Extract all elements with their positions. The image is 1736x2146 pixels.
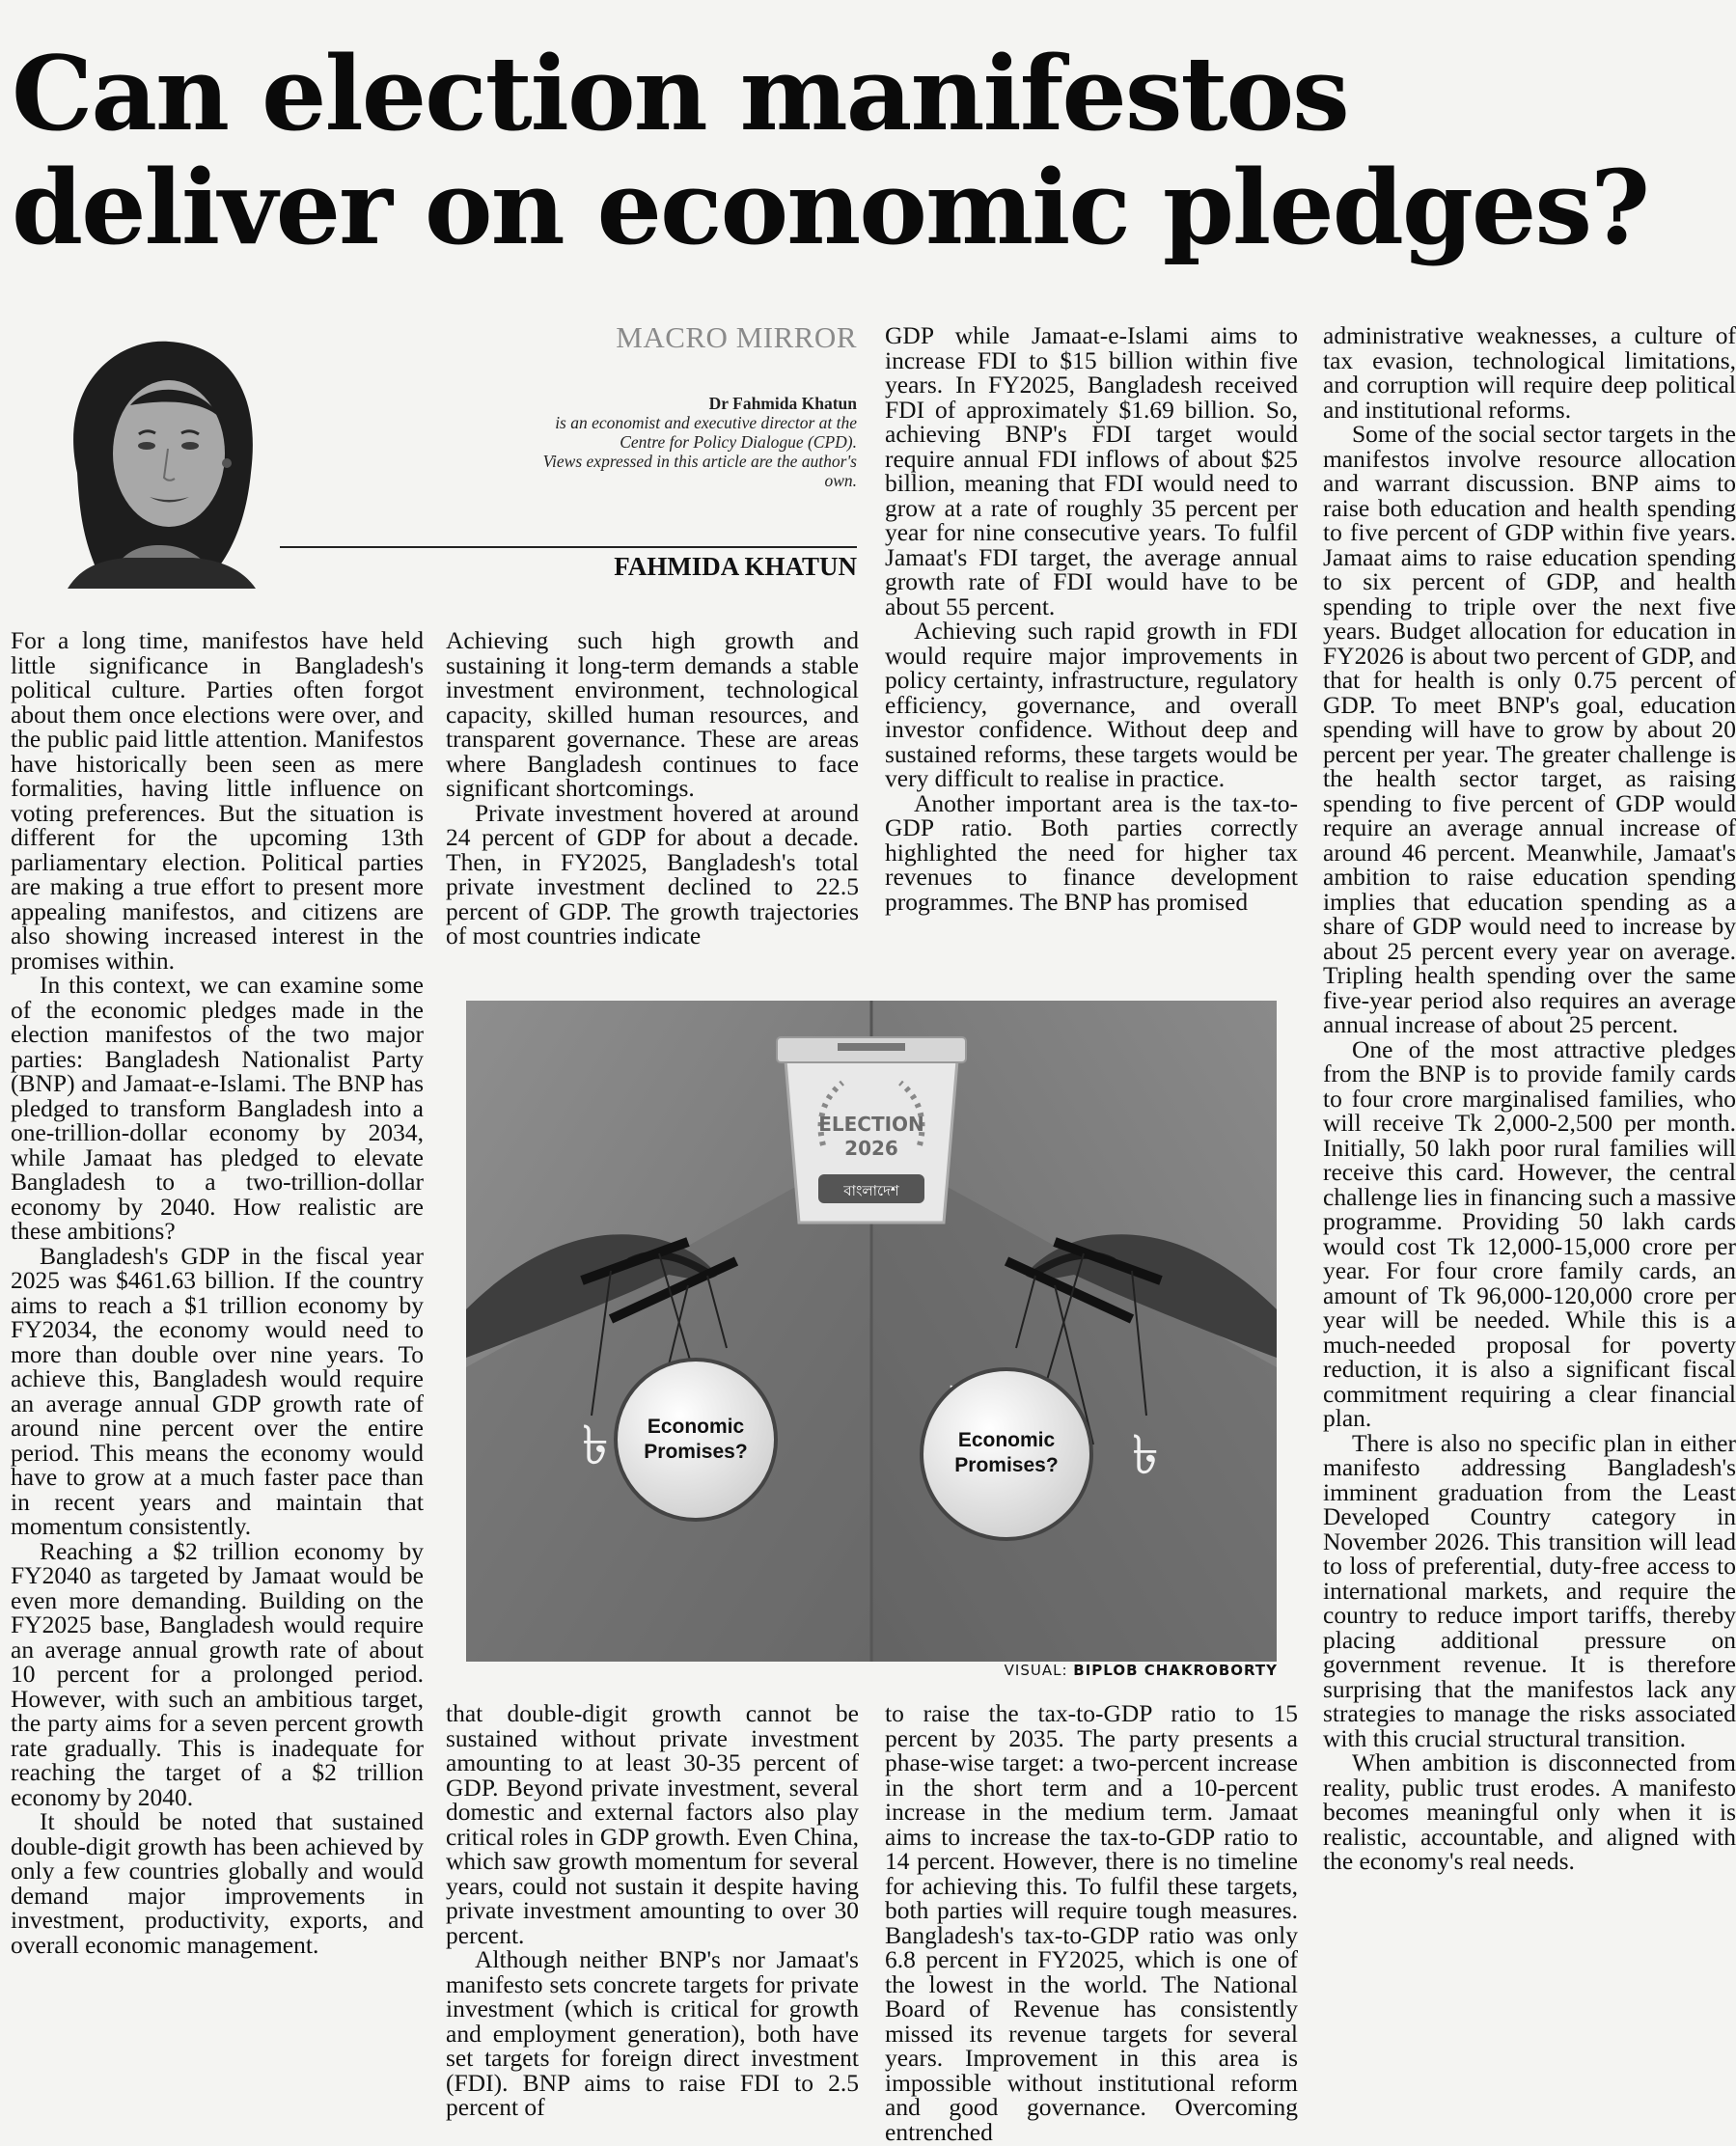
ballot-box-icon: [777, 1037, 966, 1223]
credit-name: BIPLOB CHAKROBORTY: [1073, 1662, 1278, 1679]
byline: FAHMIDA KHATUN: [614, 552, 857, 581]
bubble-left-line-1: Economic: [647, 1416, 745, 1438]
paragraph: GDP while Jamaat-e-Islami aims to increase FDI to $15 billion within five years. In FY2025, Bangladesh received FDI of approximately $1.69 billion. So, achieving BNP's FDI target would require annual FDI inflows of about $25 billion, meaning that FDI would need to grow at a rate of roughly 35 percent per year for nine consecutive years. To fulfil Jamaat's FDI target, the average annual growth rate of FDI would have to be about 55 percent.: [885, 321, 1298, 620]
ballot-box-label-2: 2026: [844, 1137, 898, 1160]
article-column-2-bottom: [446, 1701, 859, 2120]
bubble-right-line-2: Promises?: [954, 1454, 1059, 1476]
paragraph: Although neither BNP's nor Jamaat's manifesto sets concrete targets for private investment (which is critical for growth and employment generation), both have set targets for foreign direct investment (FDI). BNP aims to raise FDI to 2.5 percent of: [446, 1945, 859, 2121]
paragraph: that double-digit growth cannot be sustained without private investment amounting to at least 30-35 percent of GDP. Beyond private investment, several domestic and external factors also play critical roles in GDP growth. Even China, which saw growth momentum for several years, could not sustain it despite having private investment amounting to over 30 percent.: [446, 1699, 859, 1949]
paragraph: Achieving such rapid growth in FDI would require major improvements in policy certainty, infrastructure, regulatory efficiency, governance, and overall investor confidence. Without deep and sustained reforms, these targets would be very difficult to realise in practice.: [885, 617, 1298, 792]
election-illustration: [466, 1001, 1277, 1662]
paragraph: There is also no specific plan in either manifesto addressing Bangladesh's imminent graduation from the Least Developed Country category in November 2026. This transition will lead to loss of preferential, duty-free access to international markets, and require the country to reduce import tariffs, thereby placing additional pressure on government revenue. It is therefore surprising that the manifestos lack any strategies to manage the risks associated with this crucial structural transition.: [1323, 1428, 1736, 1752]
author-name: Dr Fahmida Khatun: [708, 394, 857, 413]
author-bio-line-4: own.: [824, 471, 857, 490]
author-bio-line-2: Centre for Policy Dialogue (CPD).: [620, 432, 857, 452]
article-column-4: [1323, 323, 1736, 1874]
paragraph: When ambition is disconnected from reality, public trust erodes. A manifesto becomes meaningful only when it is realistic, accountable, and aligned with the economy's real needs.: [1323, 1748, 1736, 1875]
ballot-box-ribbon: বাংলাদেশ: [843, 1182, 899, 1199]
paragraph: One of the most attractive pledges from the BNP is to provide family cards to four crore marginalised families, who will receive Tk 2,000-2,500 per month. Initially, 50 lakh poor rural families will receive this card. However, the central challenge lies in financing such a massive programme. Providing 50 lakh cards would cost Tk 12,000-15,000 crore per year. For four crore family cards, an amount of Tk 96,000-120,000 crore per year will be needed. While this is a much-needed proposal for poverty reduction, it is also a significant fiscal commitment requiring a clear financial plan.: [1323, 1034, 1736, 1432]
article-column-1: [11, 628, 424, 1957]
paragraph: In this context, we can examine some of the economic pledges made in the election manifestos of the two major parties: Bangladesh Nationalist Party (BNP) and Jamaat-e-Islami. The BNP has pledged to transform Bangladesh into a one-trillion-dollar economy by 2034, while Jamaat has pledged to elevate Bangladesh to a two-trillion-dollar economy by 2040. How realistic are these ambitions?: [11, 971, 424, 1245]
author-bio-line-3: Views expressed in this article are the author's: [542, 452, 857, 471]
article-column-3-top: [885, 323, 1298, 914]
headline-line-2: deliver on economic pledges?: [12, 147, 1649, 267]
paragraph: Some of the social sector targets in the manifestos involve resource allocation and warrant discussion. BNP aims to raise both education and health spending to five percent of GDP within five years. Jamaat aims to raise education spending to six percent of GDP, and health spending to triple over the next five years. Budget allocation for education in FY2026 is about two percent of GDP, and that for health is only 0.75 percent of GDP. To meet BNP's goal, education spending will have to grow by about 20 percent per year. The greater challenge is the health sector target, as raising spending to five percent of GDP would require an average annual increase of around 46 percent. Meanwhile, Jamaat's ambition to raise education spending implies that education spending as a share of GDP would need to increase by about 25 percent every year on average. Tripling health spending over the same five-year period also requires an average annual increase of about 25 percent.: [1323, 420, 1736, 1038]
paragraph: Private investment hovered at around 24 percent of GDP for about a decade. Then, in FY2025, Bangladesh's total private investment declined to 22.5 percent of GDP. The growth trajectories of most countries indicate: [446, 798, 859, 949]
column-rubric: MACRO MIRROR: [616, 320, 857, 354]
paragraph: Achieving such high growth and sustaining it long-term demands a stable investment environment, technological capacity, skilled human resources, and transparent governance. These are areas where Bangladesh continues to face significant shortcomings.: [446, 626, 859, 802]
byline-rule: [280, 546, 857, 548]
paragraph: administrative weaknesses, a culture of tax evasion, technological limitations, and corruption will require deep political and institutional reforms.: [1323, 321, 1736, 424]
paragraph: It should be noted that sustained double-digit growth has been achieved by only a few countries globally and would demand major improvements in investment, productivity, exports, and overall economic management.: [11, 1807, 424, 1959]
bubble-left-line-2: Promises?: [644, 1441, 748, 1463]
taka-symbol-icon: ৳: [1132, 1424, 1159, 1487]
author-bio-line-1: is an economist and executive director at the: [555, 413, 857, 432]
paragraph: to raise the tax-to-GDP ratio to 15 percent by 2035. The party presents a phase-wise target: a two-percent increase in the short term and a 10-percent increase in the medium term. Jamaat aims to increase the tax-to-GDP ratio to 14 percent. However, there is no timeline for achieving this. To fulfil these targets, both parties will require tough measures. Bangladesh's tax-to-GDP ratio was only 6.8 percent in FY2025, which is one of the lowest in the world. The National Board of Revenue has consistently missed its revenue targets for several years. Improvement in this area is impossible without institutional reform and good governance. Overcoming entrenched: [885, 1699, 1298, 2146]
article-column-3-bottom: [885, 1701, 1298, 2144]
ballot-box-label-1: ELECTION: [818, 1113, 924, 1136]
promise-bubble-left: [616, 1360, 776, 1520]
promise-bubble-right: [922, 1369, 1091, 1539]
headline-line-1: Can election manifestos: [12, 33, 1348, 153]
article-headline: [12, 33, 1720, 267]
bubble-right-line-1: Economic: [957, 1429, 1056, 1451]
credit-prefix: VISUAL:: [1004, 1662, 1068, 1679]
paragraph: Reaching a $2 trillion economy by FY2040 as targeted by Jamaat would be even more demanding. Building on the FY2025 base, Bangladesh would require an average annual growth rate of about 10 percent for a prolonged period. However, with such an ambitious target, the party aims for a seven percent growth rate gradually. This is inadequate for reaching the target of a $2 trillion economy by 2040.: [11, 1536, 424, 1811]
paragraph: Another important area is the tax-to-GDP ratio. Both parties correctly highlighted the need for higher tax revenues to finance development programmes. The BNP has promised: [885, 788, 1298, 916]
paragraph: For a long time, manifestos have held little significance in Bangladesh's political culture. Parties often forgot about them once elections were over, and the public paid little attention. Manifestos have historically been seen as mere formalities, having little influence on voting preferences. But the situation is different for the upcoming 13th parliamentary election. Political parties are making a true effort to present more appealing manifestos, and citizens are also showing increased interest in the promises within.: [11, 626, 424, 975]
article-column-2-top: [446, 628, 859, 949]
paragraph: Bangladesh's GDP in the fiscal year 2025 was $461.63 billion. If the country aims to reach a $1 trillion economy by FY2034, the economy would need to more than double over nine years. To achieve this, Bangladesh would require an average annual GDP growth rate of around nine percent over the entire period. This means the economy would have to grow at a much faster pace than in recent years and maintain that momentum consistently.: [11, 1241, 424, 1540]
author-portrait: [39, 328, 280, 589]
illustration-credit: [888, 1662, 1278, 1679]
author-bio: [415, 394, 857, 490]
taka-symbol-icon: ৳: [582, 1415, 609, 1477]
